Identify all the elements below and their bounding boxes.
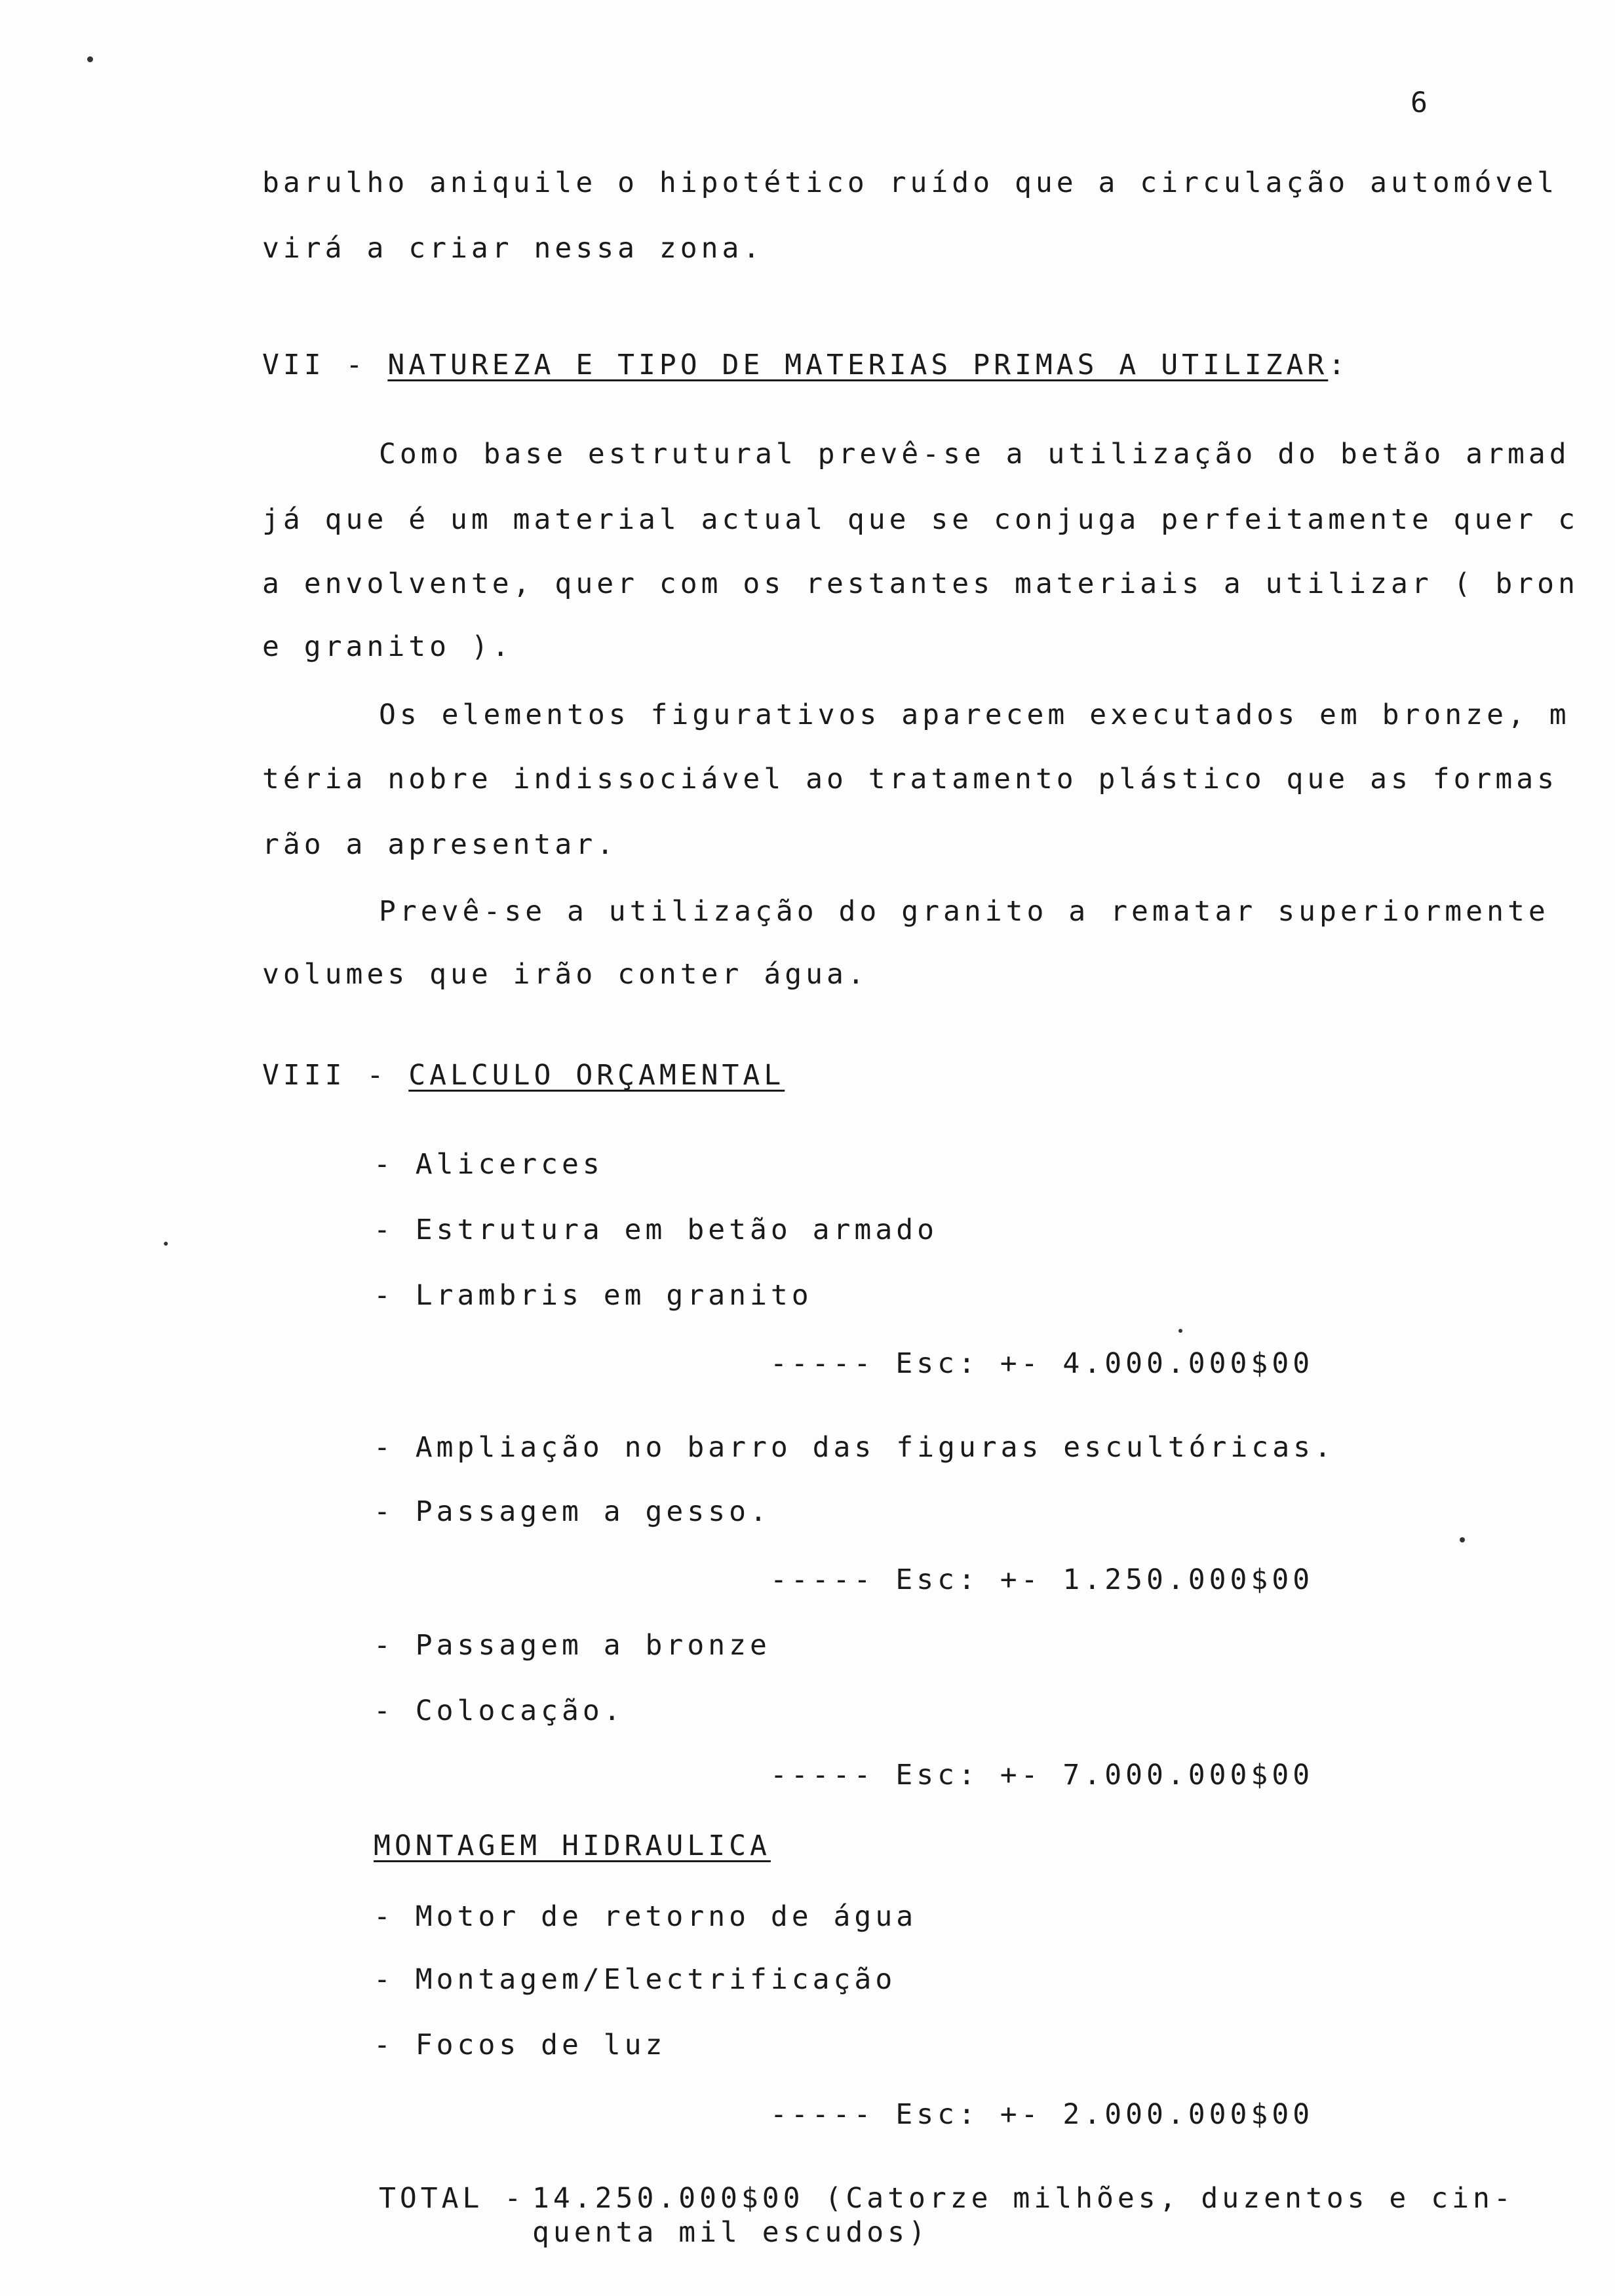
scan-speck [87,56,93,62]
budget-item: - Colocação. [374,1694,625,1727]
budget-cost: ----- Esc: +- 2.000.000$00 [770,2098,1314,2131]
paragraph-2-line-3: rão a apresentar. [262,828,618,861]
budget-cost: ----- Esc: +- 1.250.000$00 [770,1563,1314,1596]
paragraph-2-line-2: téria nobre indissociável ao tratamento plástico que as formas [262,763,1559,795]
scan-speck [1460,1537,1465,1542]
section-7-heading [262,351,1349,379]
budget-cost: ----- Esc: +- 4.000.000$00 [770,1347,1314,1380]
section-7-colon: : [1328,349,1350,381]
budget-item: - Montagem/Electrificação [374,1963,897,1996]
paragraph-2-line-1: Os elementos figurativos aparecem executados em bronze, m [379,698,1570,731]
paragraph-1-line-1: Como base estrutural prevê-se a utilização do betão armad [379,438,1570,470]
paragraph-1-line-2: já que é um material actual que se conjuga perfeitamente quer c [262,503,1579,536]
budget-item: - Ampliação no barro das figuras escultóricas. [374,1431,1335,1464]
budget-item: - Passagem a bronze [374,1629,771,1662]
scan-speck [1178,1329,1182,1333]
scan-speck [164,1242,168,1246]
intro-line-1: barulho aniquile o hipotético ruído que a circulação automóvel [262,166,1559,199]
paragraph-3-line-1: Prevê-se a utilização do granito a rematar superiormente [379,895,1549,928]
section-8-title: CALCULO ORÇAMENTAL [408,1059,785,1092]
budget-item: - Passagem a gesso. [374,1495,771,1528]
total-label: TOTAL - [379,2182,547,2215]
paragraph-1-line-3: a envolvente, quer com os restantes materiais a utilizar ( bron [262,567,1579,600]
montagem-heading: MONTAGEM HIDRAULICA [374,1829,771,1862]
budget-item: - Lrambris em granito [374,1279,813,1312]
total-line-2: quenta mil escudos) [532,2216,929,2249]
budget-cost: ----- Esc: +- 7.000.000$00 [770,1759,1314,1791]
budget-item: - Alicerces [374,1148,604,1181]
section-7-title: NATUREZA E TIPO DE MATERIAS PRIMAS A UTILIZAR [387,349,1329,381]
page-number: 6 [1411,86,1428,119]
paragraph-1-line-4: e granito ). [262,630,513,663]
budget-item: - Estrutura em betão armado [374,1214,938,1246]
paragraph-3-line-2: volumes que irão conter água. [262,958,868,991]
intro-line-2: virá a criar nessa zona. [262,232,764,265]
section-8-heading [262,1059,785,1092]
section-7-number: VII - [262,349,388,381]
budget-item: - Focos de luz [374,2029,667,2061]
section-8-number: VIII - [262,1059,409,1092]
total-line-1: 14.250.000$00 (Catorze milhões, duzentos e cin- [532,2182,1515,2215]
budget-item: - Motor de retorno de água [374,1900,918,1933]
